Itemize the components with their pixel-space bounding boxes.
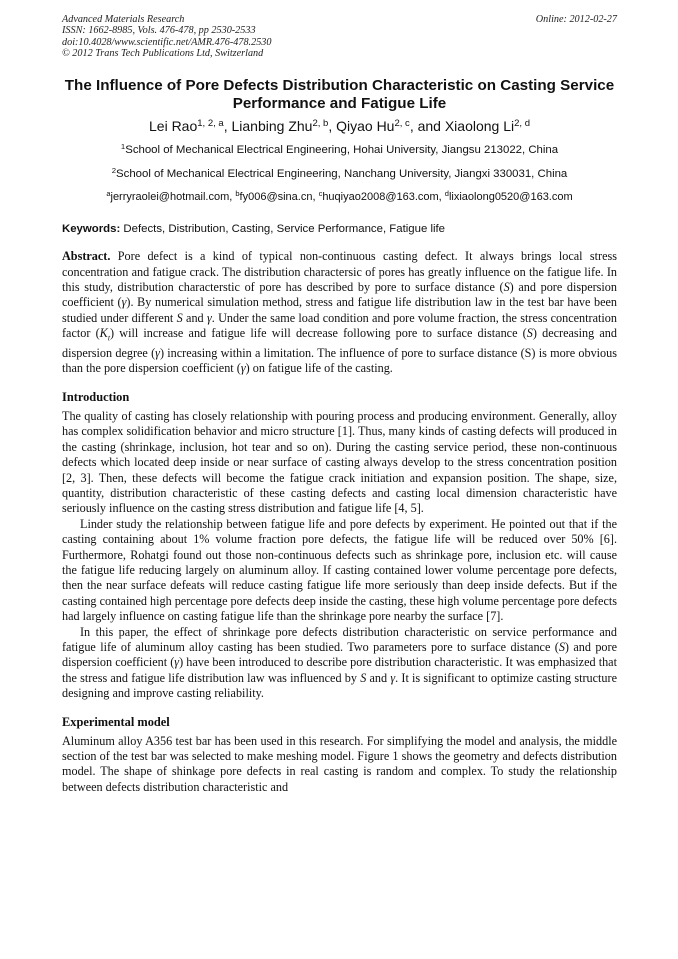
email-link[interactable]: jerryraolei@hotmail.com, (110, 191, 236, 204)
running-header (62, 14, 617, 59)
email-link[interactable]: lixiaolong0520@163.com (448, 191, 573, 204)
online-date: Online: 2012-02-27 (535, 14, 617, 25)
publication-info (62, 14, 271, 59)
email-link[interactable]: fy006@sina.cn, (239, 191, 319, 204)
affiliation-2: $^2$School of Mechanical Electrical Engineering, Nanchang University, Jiangxi 330031, China (111, 165, 568, 181)
section-heading-experimental-model: Experimental model (62, 714, 170, 729)
author-emails: $^a$jerryraolei@hotmail.com, $^b$fy006@sina.cn, $^c$huqiyao2008@163.com, $^d$lixiaolong0520@163.com (106, 189, 573, 204)
keywords-line (62, 222, 617, 236)
journal-name: Advanced Materials Research (62, 14, 185, 25)
author-affiliation-mark: 2, b (312, 117, 329, 129)
author-name: Lianbing Zhu (231, 118, 313, 135)
abstract-label: Abstract. (62, 249, 111, 264)
author-name: Xiaolong Li (444, 118, 515, 135)
author-affiliation-mark: 2, d (514, 117, 530, 129)
author-affiliation-mark: 2, c (394, 117, 410, 129)
author-list: Lei Rao$^{1, 2, a}$, Lianbing Zhu$^{2, b}$, Qiyao Hu$^{2, c}$, and Xiaolong Li$^{2, d}$ (149, 117, 530, 135)
affiliation-1: $^1$School of Mechanical Electrical Engineering, Hohai University, Jiangsu 213022, China (120, 141, 559, 157)
body-paragraph: The quality of casting has closely relationship with pouring process and producing environment. Generally, alloy has complex solidification behavior and micro structure [1]. Thus, many kinds of casting defects will produced in the casting (shrinkage, inclusion, hot tear and so on). During the casting service period, these non-continuous defects which located deep inside or near surface of casting always develop to the stress concentration position [2, 3]. Then, these defects will become the fatigue crack initiation and expansion position. The shape, size, quantity, distribution characteristic of these casting defects and casting local dimension characteristic have seriously influence on the casting stress distribution and fatigue life [4, 5]. (62, 408, 617, 516)
email-link[interactable]: huqiyao2008@163.com, (322, 191, 445, 204)
author-name: Qiyao Hu (336, 118, 395, 135)
doi-line: doi:10.4028/www.scientific.net/AMR.476-478.2530 (62, 36, 272, 48)
body-paragraph: Aluminum alloy A356 test bar has been used in this research. For simplifying the model and analysis, the middle section of the test bar was selected to make meshing model. Figure 1 shows the geometry and defects distribution model. The shape of shinkage pore defects in real casting is random and complex. To study the relationship between defects distribution characteristic and (62, 733, 617, 794)
body-paragraph: Linder study the relationship between fatigue life and pore defects by experiment. He pointed out that if the casting containing about 1% volume fraction pore defects, the fatigue life will be reduced over 50% [6]. Furthermore, Rohatgi found out those non-continuous defects such as shrinkage pore, inclusion etc. will cause the fatigue life reducing largely on aluminum alloy. If casting contained lower volume percentage pore defects, then the near surface defeats will reduce casting fatigue life more seriously than deep inside defects. But if the casting contained high percentage pore defects deep inside the casting, these high volume percentage pore defects had largely influence on casting fatigue life than the shrinkage pore nearby the surface [7]. (62, 516, 617, 624)
copyright-line: © 2012 Trans Tech Publications Ltd, Switzerland (62, 47, 264, 59)
paper-page (62, 14, 617, 795)
author-name: Lei Rao (149, 118, 198, 135)
issn-line: ISSN: 1662-8985, Vols. 476-478, pp 2530-2533 (62, 25, 256, 37)
section-heading-introduction: Introduction (62, 389, 130, 404)
abstract-paragraph: Abstract. Pore defect is a kind of typical non-continuous casting defect. It always brings local stress concentration and fatigue crack. The distribution charactersic of pores has greatly influence on the fatigue life. In this study, distribution characterstic of pore has described by pore to surface distance (S) and pore dispersion coefficient (γ). By numerical simulation method, stress and fatigue life distribution law in the test bar have been studied under different S and γ. Under the same load condition and pore volume fraction, the stress concentration factor $(K_t)$ will increase and fatigue life will decrease following pore to surface distance (S) decreasing and dispersion degree (γ) increasing within a limitation. The influence of pore to surface distance (S) is more obvious than the pore dispersion coefficient (γ) on fatigue life of the casting. (62, 249, 617, 376)
author-affiliation-mark: 1, 2, a (197, 117, 224, 129)
keywords-label: Keywords: (62, 223, 121, 236)
body-paragraph: In this paper, the effect of shrinkage pore defects distribution characteristic on service performance and fatigue life of aluminum alloy casting has been studied. Two parameters pore to surface distance (S) and pore dispersion coefficient (γ) have been introduced to describe pore distribution characteristic. It was emphasized that the stress and fatigue life distribution law was influenced by S and γ. It is significant to optimize casting structure designing and improve casting reliability. (62, 624, 617, 701)
paper-title: The Influence of Pore Defects Distribution Characteristic on Casting Service Performance and Fatigue Life (64, 77, 615, 113)
keywords-text: Defects, Distribution, Casting, Service Performance, Fatigue life (120, 223, 446, 236)
